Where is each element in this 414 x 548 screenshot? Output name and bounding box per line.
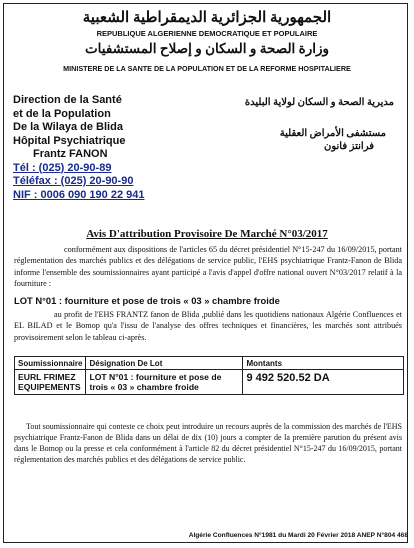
table-header-amount: Montants	[243, 357, 404, 370]
issuer-arabic-line: مستشفى الأمراض العقلية	[279, 128, 386, 139]
publication-footer: Algérie Confluences N°1981 du Mardi 20 Février 2018 ANEP N°804 468	[188, 532, 408, 539]
phone-number: Tél : (025) 20-90-89	[13, 161, 112, 174]
issuer-line: et de la Population	[13, 107, 111, 120]
notice-title: Avis D'attribution Provisoire De Marché N°03/2017	[86, 228, 328, 240]
table-row	[15, 370, 404, 395]
french-ministry-heading: MINISTERE DE LA SANTE DE LA POPULATION ET DE LA REFORME HOSPITALIERE	[63, 64, 351, 73]
issuer-arabic-block	[234, 96, 394, 153]
table-header-lot: Désignation De Lot	[86, 357, 243, 370]
table-cell-amount: 9 492 520.52 DA	[243, 370, 404, 395]
table-header-row	[15, 357, 404, 370]
issuer-line: De la Wilaya de Blida	[13, 121, 123, 133]
issuer-line: Frantz FANON	[33, 148, 108, 160]
notice-paragraph-1: conformément aux dispositions de l'articles 65 du décret présidentiel N°15-247 du 16/09/2015, portant réglementation des marchés publics et des délégations de service public, l'EHS psychiatrique Frantz-Fanon de Blida informe l'ensemble des soumissionnaires ayant participé a l'avis d'appel d'offre national ouvert N°03/2017 relatif à la fourniture :	[14, 245, 402, 288]
arabic-republic-heading: الجمهورية الجزائرية الديمقراطية الشعبية	[82, 10, 332, 26]
issuer-block	[13, 94, 183, 202]
notice-paragraph-3: Tout soumissionnaire qui conteste ce choix peut introduire un recours auprès de la commission des marchés de l'EHS psychiatrique Frantz-Fanon de Blida dans un délai de dix (10) jours a compter de la première parution du présent avis dans le Bomop ou la presse et cela conformément à l'article 82 du décret présidentiel N°15-247 du 16/09/2015, portant réglementation des marchés publics et des délégations de service public.	[14, 422, 402, 464]
french-republic-heading: REPUBLIQUE ALGERIENNE DEMOCRATIQUE ET POPULAIRE	[96, 29, 318, 38]
issuer-line: Hôpital Psychiatrique	[13, 134, 126, 147]
table-header-supplier: Soumissionnaire	[15, 357, 86, 370]
award-table	[14, 356, 404, 395]
arabic-ministry-heading: وزارة الصحة و السكان و إصلاح المستشفيات	[84, 41, 330, 56]
table-cell-supplier: EURL FRIMEZ EQUIPEMENTS	[15, 370, 86, 395]
nif-number: NIF : 0006 090 190 22 941	[13, 188, 145, 201]
notice-paragraph-2: au profit de l'EHS FRANTZ fanon de Blida ,publié dans les quotidiens nationaux Algérie Confluences et EL BILAD et le Bomop qu'a l'issu de l'analyse des offres techniques et financières, les marchés sont attribués provisoirement selon le tableau ci-après.	[14, 310, 402, 342]
fax-number: Téléfax : (025) 20-90-90	[13, 175, 134, 187]
issuer-arabic-line: مديرية الصحة و السكان لولاية البليدة	[244, 97, 394, 108]
issuer-arabic-line: فرانتز فانون	[323, 141, 374, 152]
issuer-line: Direction de la Santé	[13, 94, 122, 106]
lot-line: LOT N°01 : fourniture et pose de trois « 03 » chambre froide	[14, 295, 280, 306]
table-cell-lot: LOT N°01 : fourniture et pose de trois « 03 » chambre froide	[86, 370, 243, 395]
